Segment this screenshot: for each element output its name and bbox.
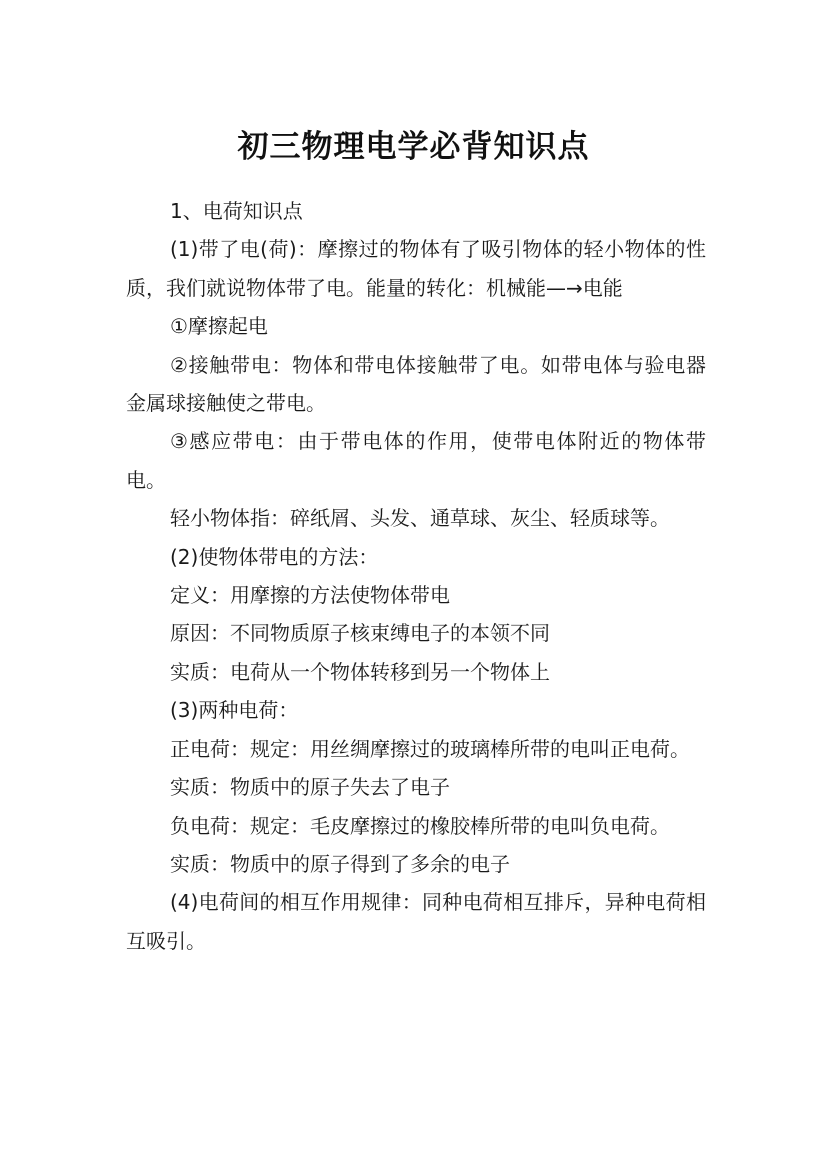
document-title: 初三物理电学必背知识点 (237, 128, 590, 165)
paragraph: 正电荷：规定：用丝绸摩擦过的玻璃棒所带的电叫正电荷。 (170, 736, 690, 761)
paragraph: ②接触带电：物体和带电体接触带了电。如带电体与验电器金属球接触使之带电。 (126, 352, 706, 416)
paragraph: (4)电荷间的相互作用规律：同种电荷相互排斥，异种电荷相互吸引。 (126, 890, 706, 953)
paragraph: ③感应带电：由于带电体的作用，使带电体附近的物体带电。 (126, 429, 706, 492)
paragraph: 实质：电荷从一个物体转移到另一个物体上 (170, 659, 550, 684)
paragraph: 负电荷：规定：毛皮摩擦过的橡胶棒所带的电叫负电荷。 (170, 813, 670, 838)
paragraph: (1)带了电(荷)：摩擦过的物体有了吸引物体的轻小物体的性质，我们就说物体带了电。能量的转化：机械能—→电能 (126, 237, 706, 300)
paragraph: 轻小物体指：碎纸屑、头发、通草球、灰尘、轻质球等。 (170, 506, 670, 531)
paragraph: 实质：物质中的原子得到了多余的电子 (170, 851, 510, 876)
paragraph: (3)两种电荷： (170, 698, 299, 723)
paragraph: ①摩擦起电 (170, 314, 268, 339)
section-heading: 1、电荷知识点 (170, 199, 303, 223)
document-body (126, 192, 706, 960)
paragraph: 定义：用摩擦的方法使物体带电 (170, 583, 450, 608)
paragraph: 原因：不同物质原子核束缚电子的本领不同 (170, 621, 550, 646)
paragraph: 实质：物质中的原子失去了电子 (170, 775, 450, 800)
paragraph: (2)使物体带电的方法： (170, 544, 379, 569)
